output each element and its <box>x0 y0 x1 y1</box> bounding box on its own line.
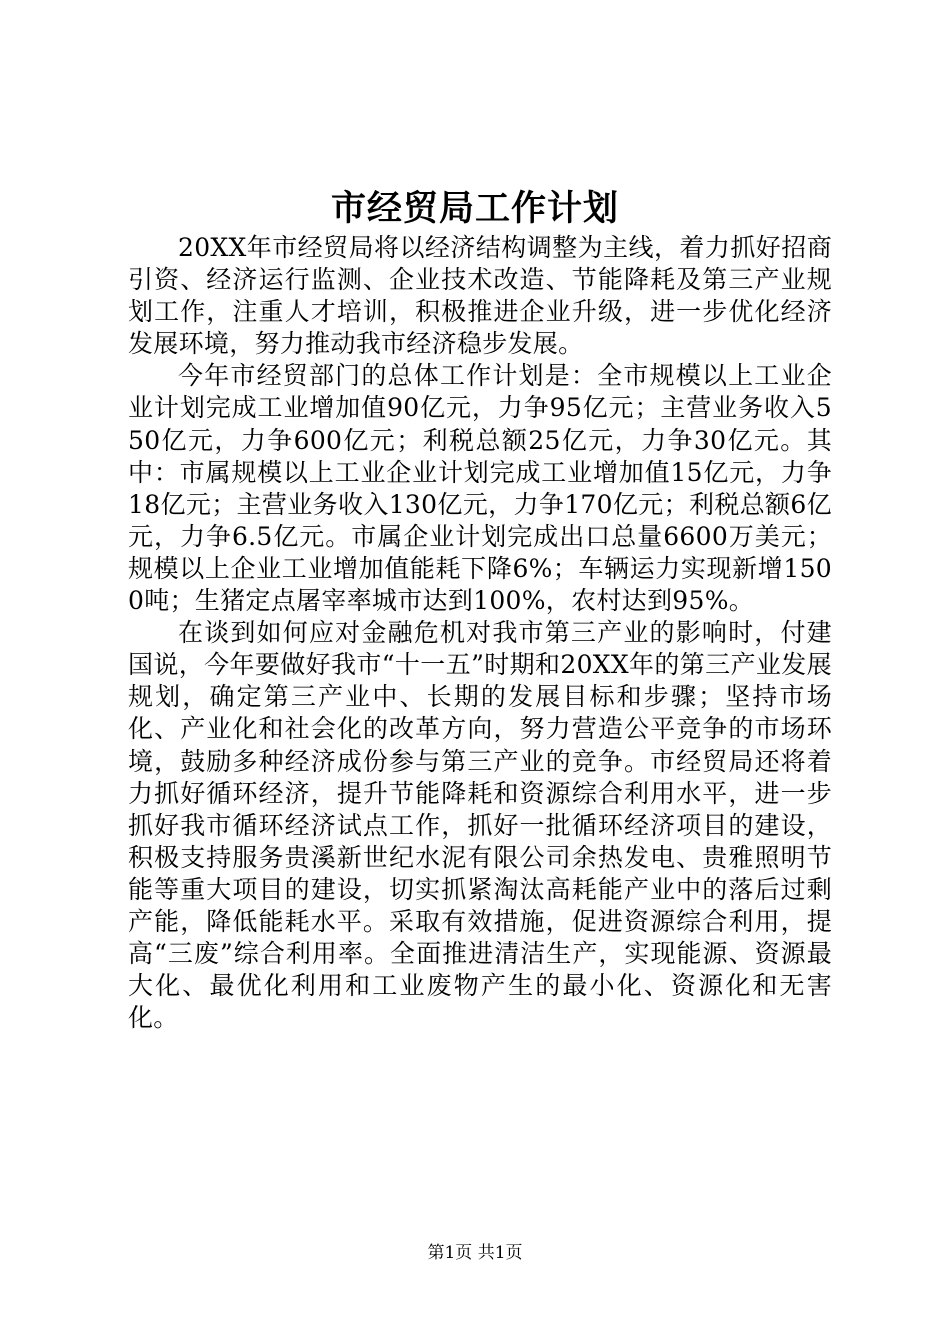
paragraph-2: 今年市经贸部门的总体工作计划是：全市规模以上工业企业计划完成工业增加值90亿元，力争95亿元；主营业务收入550亿元，力争600亿元；利税总额25亿元，力争30亿元。其中：市属规模以上工业企业计划完成工业增加值15亿元，力争18亿元；主营业务收入130亿元，力争170亿元；利税总额6亿元，力争6.5亿元。市属企业计划完成出口总量6600万美元；规模以上企业工业增加值能耗下降6%；车辆运力实现新增1500吨；生猪定点屠宰率城市达到100%，农村达到95%。 <box>128 361 832 616</box>
paragraph-1: 20XX年市经贸局将以经济结构调整为主线，着力抓好招商引资、经济运行监测、企业技术改造、节能降耗及第三产业规划工作，注重人才培训，积极推进企业升级，进一步优化经济发展环境，努力推动我市经济稳步发展。 <box>128 233 832 359</box>
page-footer: 第1页 共1页 <box>427 1243 523 1263</box>
document-body <box>128 232 832 1034</box>
document-title: 市经贸局工作计划 <box>330 188 619 229</box>
paragraph-3: 在谈到如何应对金融危机对我市第三产业的影响时，付建国说，今年要做好我市“十一五”时期和20XX年的第三产业发展规划，确定第三产业中、长期的发展目标和步骤；坚持市场化、产业化和社会化的改革方向，努力营造公平竞争的市场环境，鼓励多种经济成份参与第三产业的竞争。市经贸局还将着力抓好循环经济，提升节能降耗和资源综合利用水平，进一步抓好我市循环经济试点工作，抓好一批循环经济项目的建设，积极支持服务贵溪新世纪水泥有限公司余热发电、贵雅照明节能等重大项目的建设，切实抓紧淘汰高耗能产业中的落后过剩产能，降低能耗水平。采取有效措施，促进资源综合利用，提高“三废”综合利用率。全面推进清洁生产，实现能源、资源最大化、最优化利用和工业废物产生的最小化、资源化和无害化。 <box>128 618 832 1033</box>
